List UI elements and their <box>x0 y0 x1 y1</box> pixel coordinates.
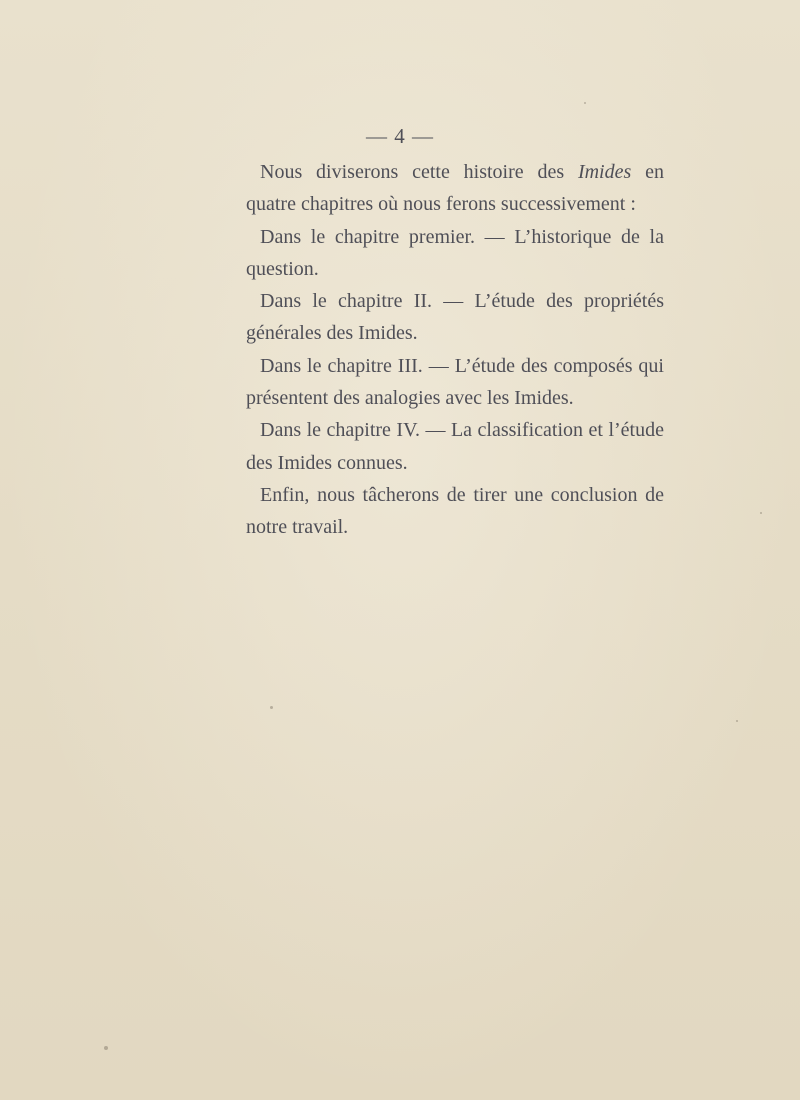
paper-speck <box>760 512 762 514</box>
page-number: — 4 — <box>366 124 434 148</box>
paragraph-intro: Nous diviserons cette histoire des Imides en quatre chapitres où nous ferons successivement : <box>246 161 664 216</box>
paper-speck <box>736 720 738 722</box>
paper-speck <box>104 1046 108 1050</box>
paper-speck <box>584 102 586 104</box>
paragraph-conclusion: Enfin, nous tâcherons de tirer une conclusion de notre travail. <box>246 483 664 539</box>
paragraph-chapter-2: Dans le chapitre II. — L’étude des propriétés générales des Imides. <box>246 290 664 345</box>
body-text <box>246 156 664 544</box>
paper-speck <box>270 706 273 709</box>
paragraph-chapter-1: Dans le chapitre premier. — L’historique de la question. <box>246 225 664 280</box>
paragraph-chapter-4: Dans le chapitre IV. — La classification et l’étude des Imides connues. <box>246 419 664 474</box>
emphasized-term: Imides <box>577 161 632 183</box>
paragraph-chapter-3: Dans le chapitre III. — L’étude des composés qui présentent des analogies avec les Imides. <box>246 354 664 410</box>
